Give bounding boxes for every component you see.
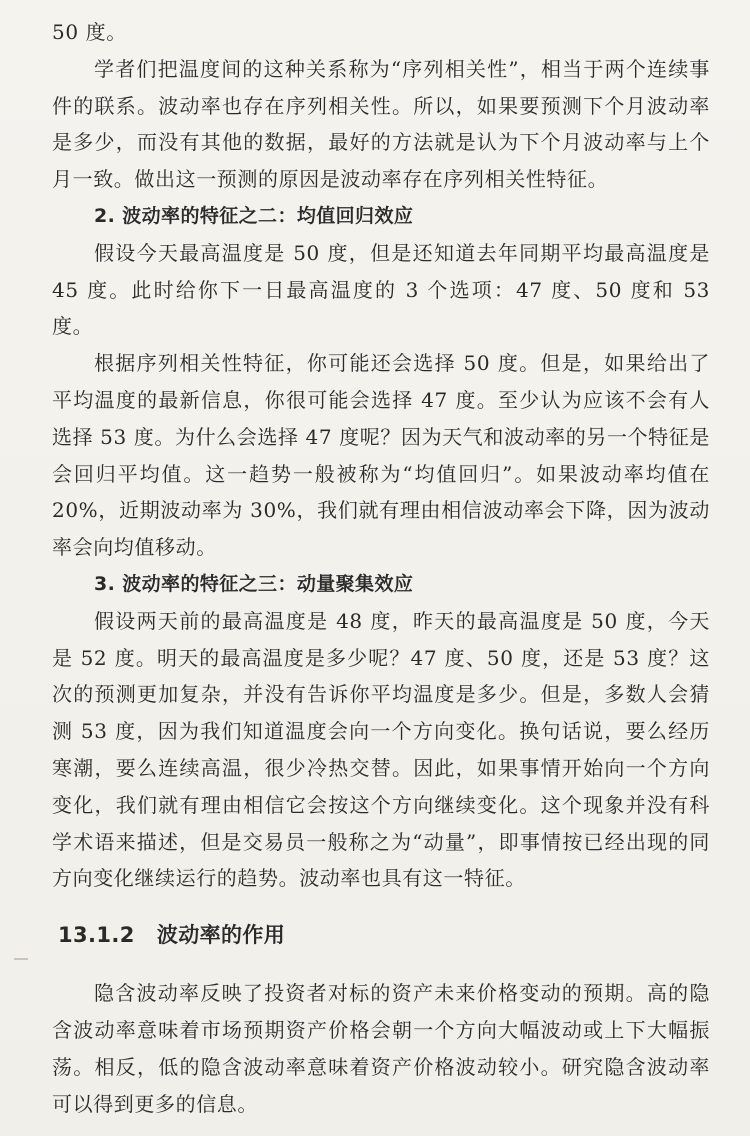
subheading-mean-reversion: 2. 波动率的特征之二：均值回归效应	[94, 204, 414, 227]
paragraph-mean-reversion-example: 假设今天最高温度是 50 度，但是还知道去年同期平均最高温度是 45 度。此时给你下一日最高温度的 3 个选项：47 度、50 度和 53 度。	[52, 240, 710, 339]
section-number: 13.1.2	[58, 923, 135, 948]
section-heading	[58, 917, 710, 953]
margin-mark	[14, 958, 28, 960]
paragraph-implied-volatility: 隐含波动率反映了投资者对标的资产未来价格变动的预期。高的隐含波动率意味着市场预期资产价格会朝一个方向大幅波动或上下大幅振荡。相反，低的隐含波动率意味着资产价格波动较小。研究隐含波动率可以得到更多的信息。	[52, 981, 710, 1116]
paragraph-fragment: 50 度。	[52, 20, 127, 44]
paragraph-serial-correlation: 学者们把温度间的这种关系称为“序列相关性”，相当于两个连续事件的联系。波动率也存在序列相关性。所以，如果要预测下个月波动率是多少，而没有其他的数据，最好的方法就是认为下个月波动率与上个月一致。做出这一预测的原因是波动率存在序列相关性特征。	[52, 56, 710, 192]
section-title: 波动率的作用	[156, 923, 286, 948]
paragraph-mean-reversion-explanation: 根据序列相关性特征，你可能还会选择 50 度。但是，如果给出了平均温度的最新信息，你很可能会选择 47 度。至少认为应该不会有人选择 53 度。为什么会选择 47 度呢？因为天气和波动率的另一个特征是会回归平均值。这一趋势一般被称为“均值回归”。如果波动率均值在 20%，近期波动率为 30%，我们就有理由相信波动率会下降，因为波动率会向均值移动。	[52, 351, 710, 560]
subheading-momentum: 3. 波动率的特征之三：动量聚集效应	[94, 572, 414, 595]
paragraph-momentum: 假设两天前的最高温度是 48 度，昨天的最高温度是 50 度，今天是 52 度。明天的最高温度是多少呢？47 度、50 度，还是 53 度？这次的预测更加复杂，并没有告诉你平均温度是多少。但是，多数人会猜测 53 度，因为我们知道温度会向一个方向变化。换句话说，要么经历寒潮，要么连续高温，很少冷热交替。因此，如果事情开始向一个方向变化，我们就有理由相信它会按这个方向继续变化。这个现象并没有科学术语来描述，但是交易员一般称之为“动量”，即事情按已经出现的同方向变化继续运行的趋势。波动率也具有这一特征。	[52, 608, 710, 891]
